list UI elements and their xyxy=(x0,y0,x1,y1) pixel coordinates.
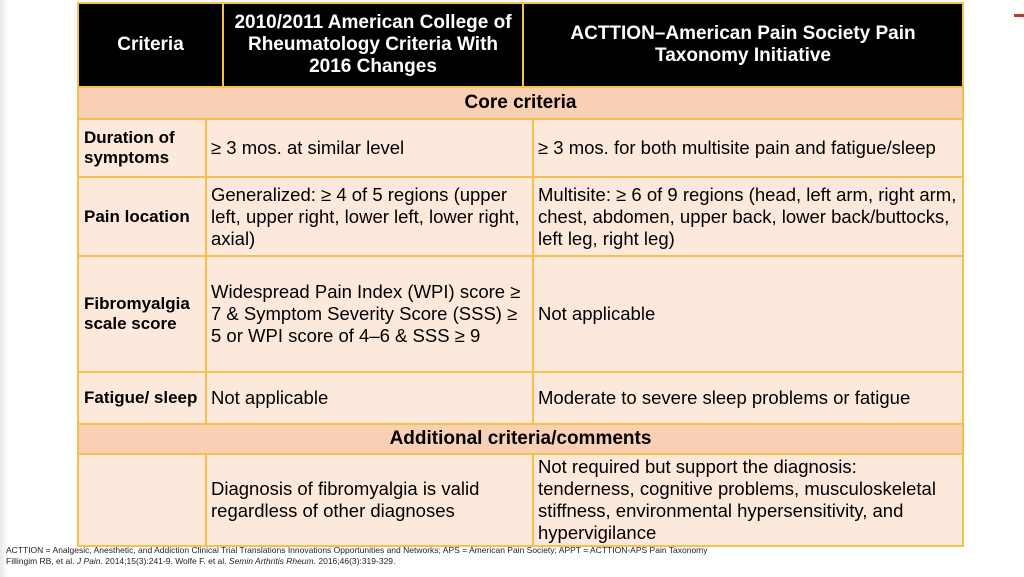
ref-a-details: 2014;15(3):241-9. Wolfe F. et al. xyxy=(105,556,227,566)
right-edge xyxy=(1014,0,1024,577)
footnote-references xyxy=(6,556,708,567)
row-label-additional xyxy=(79,455,207,545)
edge-marker xyxy=(1014,14,1024,17)
footnote-abbreviations: ACTTION = Analgesic, Anesthetic, and Addiction Clinical Trial Translations Innovations Opportunities and Networks; APS = American Pain Society; APPT = ACTTION-APS Pain Taxonomy xyxy=(6,545,708,555)
ref-b-journal: Semin Arthritis Rheum. xyxy=(228,556,316,566)
cell-pain-acr: Generalized: ≥ 4 of 5 regions (upper left, upper right, lower left, lower right, axial) xyxy=(207,178,534,255)
table-row-fibromyalgia-score xyxy=(79,255,962,371)
row-label-fibromyalgia-score: Fibromyalgia scale score xyxy=(79,257,207,371)
header-criteria: Criteria xyxy=(79,4,224,86)
criteria-comparison-table xyxy=(77,2,964,547)
ref-a-journal: J Pain. xyxy=(76,556,103,566)
table-row-duration xyxy=(79,118,962,176)
cell-fatigue-acttion: Moderate to severe sleep problems or fatigue xyxy=(538,387,911,408)
cell-fibro-acr: Widespread Pain Index (WPI) score ≥ 7 & Symptom Severity Score (SSS) ≥ 5 or WPI score of 4–6 & SSS ≥ 9 xyxy=(207,257,534,371)
section-additional-criteria: Additional criteria/comments xyxy=(79,423,962,453)
cell-fatigue-acr: Not applicable xyxy=(207,373,534,423)
row-label-fatigue: Fatigue/ sleep xyxy=(79,373,207,423)
left-edge-shadow xyxy=(0,0,8,577)
table-row-fatigue xyxy=(79,371,962,423)
header-acttion: ACTTION–American Pain Society Pain Taxonomy Initiative xyxy=(570,23,916,66)
cell-additional-acttion: Not required but support the diagnosis: tenderness, cognitive problems, musculoskeletal stiffness, environmental hypersensitivity, and hypervigilance xyxy=(538,456,936,543)
table-row-pain-location xyxy=(79,176,962,255)
table-row-additional xyxy=(79,453,962,545)
footnote xyxy=(6,545,708,567)
row-label-duration: Duration of symptoms xyxy=(79,120,207,176)
ref-a-authors: Fillingim RB, et al. xyxy=(6,556,75,566)
cell-duration-acttion: ≥ 3 mos. for both multisite pain and fatigue/sleep xyxy=(538,137,936,158)
cell-duration-acr: ≥ 3 mos. at similar level xyxy=(207,120,534,176)
cell-additional-acr: Diagnosis of fibromyalgia is valid regardless of other diagnoses xyxy=(207,455,534,545)
header-acr: 2010/2011 American College of Rheumatology Criteria With 2016 Changes xyxy=(224,4,524,86)
ref-b-details: 2016;46(3):319-329. xyxy=(318,556,396,566)
row-label-pain-location: Pain location xyxy=(79,178,207,255)
section-core-criteria: Core criteria xyxy=(79,86,962,118)
cell-pain-acttion: Multisite: ≥ 6 of 9 regions (head, left arm, right arm, chest, abdomen, upper back, lower back/buttocks, left leg, right leg) xyxy=(538,183,957,249)
table-header xyxy=(79,4,962,86)
cell-fibro-acttion: Not applicable xyxy=(538,303,656,324)
